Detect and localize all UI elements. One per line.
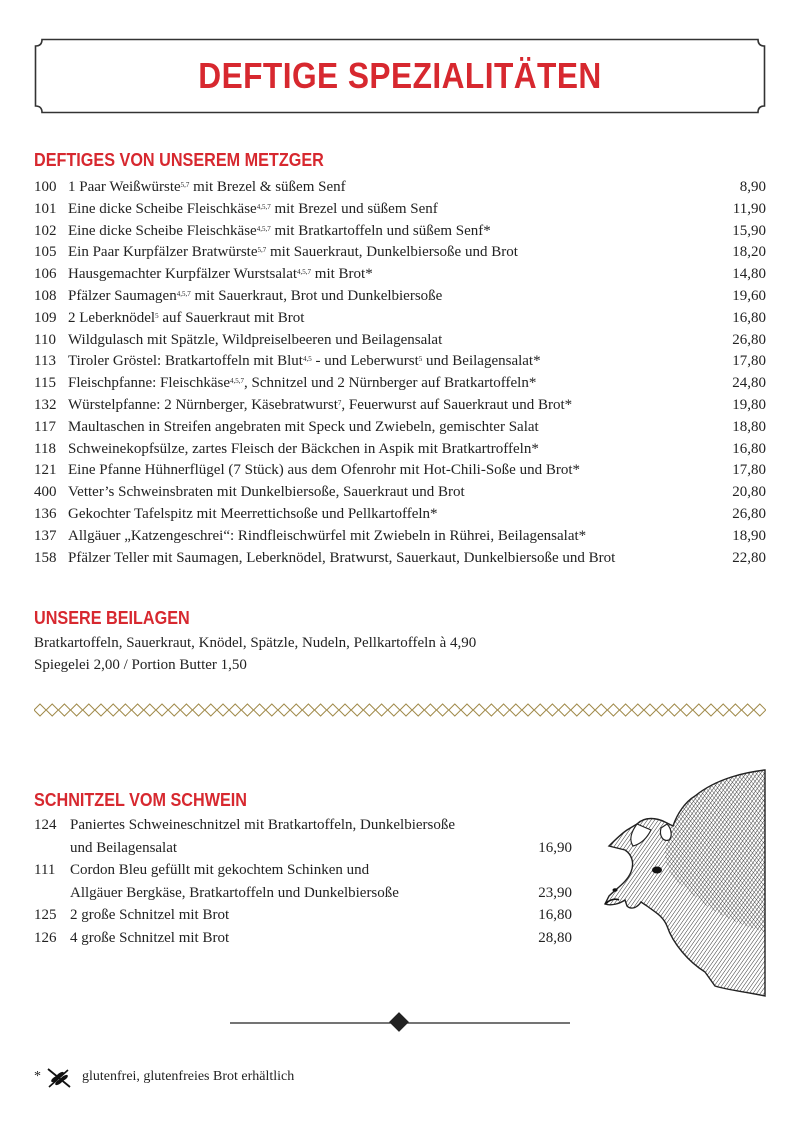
item-description: 4 große Schnitzel mit Brot [70,929,230,946]
item-number: 125 [34,907,57,923]
menu-item [34,859,572,881]
item-description [68,220,491,242]
item-description [68,350,541,372]
item-price: 18,20 [732,244,766,261]
item-price: 16,80 [538,907,572,923]
menu-item [34,416,766,438]
item-text: Fleischpfanne: Fleischkäse [68,375,231,392]
item-text: mit Bratkartoffeln und süßem Senf* [270,222,491,239]
menu-item [34,547,766,569]
allergen-marker: 5 [418,355,423,364]
item-price: 17,80 [732,353,766,370]
item-text: mit Sauerkraut, Dunkelbiersoße und Brot [266,244,518,261]
divider-diamond [473,704,485,716]
item-number: 126 [34,929,57,946]
item-description [68,263,373,285]
allergen-marker: 4,5,7 [297,268,312,277]
item-text: Würstelpfanne: 2 Nürnberger, Käsebratwurst [68,397,338,413]
item-price: 24,80 [732,375,766,392]
item-number: 137 [34,527,57,544]
item-price: 14,80 [732,266,766,283]
item-price: 19,60 [732,288,766,304]
menu-item [34,503,766,525]
divider-diamond [205,704,217,716]
item-text: Gekochter Tafelspitz mit Meerrettichsoße und Pellkartoffeln* [68,506,438,522]
menu-item [34,927,572,949]
divider-diamond [168,704,180,716]
menu-item [34,459,766,481]
divider-diamond [510,704,522,716]
divider-diamond [668,704,680,716]
divider-diamond [193,704,205,716]
item-description [68,481,465,503]
allergen-marker: 5 [155,311,159,320]
item-price: 18,80 [732,418,766,435]
menu-item-continuation [34,837,572,859]
item-description [68,394,572,416]
divider-diamond [717,704,729,716]
item-number: 111 [34,862,56,878]
menu-item [34,241,766,263]
allergen-marker: 4,5,7 [230,377,245,386]
divider-diamond [632,704,644,716]
item-text: und Beilagensalat* [422,353,541,370]
item-description: Paniertes Schweineschnitzel mit Bratkartoffeln, Dunkelbiersoße [70,817,456,833]
menu-item [34,176,766,198]
divider-diamond [400,704,412,716]
divider-diamond [461,704,473,716]
item-text: - und Leberwurst [311,353,419,370]
item-price: 26,80 [732,506,766,522]
item-price: 26,80 [732,331,766,348]
item-number: 121 [34,462,57,479]
divider-diamond [376,704,388,716]
item-description [68,503,438,525]
divider-diamond [119,704,131,716]
item-description [68,372,536,394]
menu-item [34,438,766,460]
item-number: 400 [34,484,57,501]
divider-diamond [754,704,766,716]
item-number: 132 [34,397,57,413]
item-number: 108 [34,288,57,304]
divider-diamond [58,704,70,716]
footnote-text: glutenfrei, glutenfreies Brot erhältlich [82,1069,295,1084]
title-frame [34,38,766,114]
menu-item [34,285,766,307]
menu-item [34,263,766,285]
divider-diamond [217,704,229,716]
item-description: 2 große Schnitzel mit Brot [70,907,230,923]
allergen-marker: 4,5,7 [256,202,271,211]
divider-diamond [546,704,558,716]
item-number: 100 [34,179,57,195]
divider-diamond [742,704,754,716]
item-price: 22,80 [732,549,766,566]
item-text: , Feuerwurst auf Sauerkraut und Brot* [341,397,573,413]
divider-diamond [424,704,436,716]
item-text: Pfälzer Saumagen [68,288,177,304]
item-text: Wildgulasch mit Spätzle, Wildpreiselbeeren und Beilagensalat [68,331,443,348]
item-description [68,285,442,307]
section-heading-beilagen: UNSERE BEILAGEN [34,608,190,628]
divider-diamond [339,704,351,716]
divider-diamond [229,704,241,716]
item-price: 17,80 [732,462,766,479]
item-number: 117 [34,418,56,435]
item-price: 16,80 [732,309,766,326]
footnote-star: * [34,1069,41,1084]
divider-diamond [693,704,705,716]
item-price: 23,90 [538,884,572,901]
item-text: Eine dicke Scheibe Fleischkäse [68,222,257,239]
item-description: Allgäuer Bergkäse, Bratkartoffeln und Dunkelbiersoße [70,884,399,901]
divider-diamond [583,704,595,716]
item-text: mit Brot* [311,266,373,283]
allergen-marker: 4,5,7 [256,224,271,233]
divider-diamond [156,704,168,716]
item-number: 110 [34,331,56,348]
item-number: 136 [34,506,57,522]
item-description [68,547,615,569]
item-number: 158 [34,549,57,566]
beilagen-line-1: Bratkartoffeln, Sauerkraut, Knödel, Spätzle, Nudeln, Pellkartoffeln à 4,90 [34,635,477,651]
divider-diamond [644,704,656,716]
divider-diamond [278,704,290,716]
item-price: 11,90 [732,200,766,217]
menu-item-continuation [34,882,572,904]
divider-diamond [266,704,278,716]
item-text: Schweinekopfsülze, zartes Fleisch der Bäckchen in Aspik mit Bratkartroffeln* [68,440,539,457]
menu-item [34,307,766,329]
divider-diamond [388,704,400,716]
item-text: Tiroler Gröstel: Bratkartoffeln mit Blut [68,353,303,370]
menu-item [34,329,766,351]
menu-item [34,350,766,372]
diamond-divider [34,702,766,723]
item-number: 105 [34,244,57,261]
item-text: 2 Leberknödel [68,309,156,326]
item-price: 16,80 [732,440,766,457]
divider-diamond [351,704,363,716]
item-description [68,329,442,351]
item-number: 113 [34,353,56,370]
item-text: , Schnitzel und 2 Nürnberger auf Bratkartoffeln* [244,375,537,392]
item-number: 109 [34,309,57,326]
item-description [68,525,586,547]
divider-diamond [363,704,375,716]
item-number: 102 [34,222,57,239]
divider-diamond [412,704,424,716]
divider-diamond [302,704,314,716]
menu-item [34,525,766,547]
divider-diamond [34,704,46,716]
menu-item [34,220,766,242]
menu-item [34,372,766,394]
item-number: 101 [34,200,57,217]
divider-diamond [729,704,741,716]
item-text: Ein Paar Kurpfälzer Bratwürste [68,244,258,261]
item-price: 16,90 [538,839,572,856]
item-description [68,198,438,220]
item-text: Pfälzer Teller mit Saumagen, Leberknödel, Bratwurst, Sauerkaut, Dunkelbiersoße und Brot [68,549,616,566]
allergen-marker: 4,5 [302,355,312,364]
item-number: 106 [34,266,57,283]
divider-diamond [71,704,83,716]
divider-diamond [83,704,95,716]
item-price: 18,90 [732,527,766,544]
menu-item [34,198,766,220]
divider-diamond [607,704,619,716]
divider-diamond [449,704,461,716]
item-text: mit Sauerkraut, Brot und Dunkelbiersoße [190,288,443,304]
divider-diamond [620,704,632,716]
menu-item [34,481,766,503]
section-heading-metzger: DEFTIGES VON UNSEREM METZGER [34,150,324,170]
item-text: 1 Paar Weißwürste [68,179,181,195]
item-price: 28,80 [538,929,572,946]
divider-diamond [705,704,717,716]
menu-item [34,904,572,926]
divider-diamond [315,704,327,716]
divider-diamond [144,704,156,716]
item-description [68,438,539,460]
item-price: 8,90 [739,179,766,195]
item-number: 118 [34,440,56,457]
divider-diamond [132,704,144,716]
item-description [68,459,580,481]
divider-diamond [95,704,107,716]
divider-diamond [437,704,449,716]
item-text: auf Sauerkraut mit Brot [158,309,305,326]
item-price: 15,90 [732,222,766,239]
divider-diamond [498,704,510,716]
divider-diamond [571,704,583,716]
item-text: Maultaschen in Streifen angebraten mit Speck und Zwiebeln, gemischter Salat [68,418,539,435]
divider-diamond [290,704,302,716]
pig-illustration [597,766,767,1003]
item-text: Hausgemachter Kurpfälzer Wurstsalat [68,266,298,283]
item-text: mit Brezel und süßem Senf [270,200,438,217]
item-number: 115 [34,375,56,392]
item-description [68,307,304,329]
menu-item [34,394,766,416]
divider-diamond [46,704,58,716]
divider-diamond [254,704,266,716]
divider-diamond [327,704,339,716]
item-description: und Beilagensalat [70,839,178,856]
beilagen-line-2: Spiegelei 2,00 / Portion Butter 1,50 [34,657,247,673]
allergen-marker: 5,7 [257,246,267,255]
item-description [68,176,346,198]
allergen-marker: 7 [337,399,342,407]
item-price: 19,80 [732,397,766,413]
item-price: 20,80 [732,484,766,501]
page-title: DEFTIGE SPEZIALITÄTEN [198,55,602,96]
item-description: Cordon Bleu gefüllt mit gekochtem Schinken und [70,862,370,878]
wheat-icon [46,1067,72,1097]
allergen-marker: 4,5,7 [176,290,191,298]
menu-item [34,814,572,836]
divider-diamond [559,704,571,716]
divider-diamond [485,704,497,716]
divider-diamond [595,704,607,716]
section-heading-schnitzel: SCHNITZEL VOM SCHWEIN [34,790,248,810]
item-text: mit Brezel & süßem Senf [189,179,346,195]
divider-diamond [180,704,192,716]
item-text: Eine Pfanne Hühnerflügel (7 Stück) aus dem Ofenrohr mit Hot-Chili-Soße und Brot* [68,462,580,479]
line-divider [230,1012,570,1039]
divider-diamond [656,704,668,716]
divider-diamond [522,704,534,716]
item-text: Vetter’s Schweinsbraten mit Dunkelbiersoße, Sauerkraut und Brot [68,484,465,501]
divider-diamond [681,704,693,716]
divider-diamond [241,704,253,716]
item-description [68,241,518,263]
allergen-marker: 5,7 [180,181,190,189]
item-description [68,416,539,438]
item-number: 124 [34,817,57,833]
item-text: Allgäuer „Katzengeschrei“: Rindfleischwürfel mit Zwiebeln in Rührei, Beilagensalat* [68,527,587,544]
divider-diamond [534,704,546,716]
item-text: Eine dicke Scheibe Fleischkäse [68,200,257,217]
divider-diamond [107,704,119,716]
